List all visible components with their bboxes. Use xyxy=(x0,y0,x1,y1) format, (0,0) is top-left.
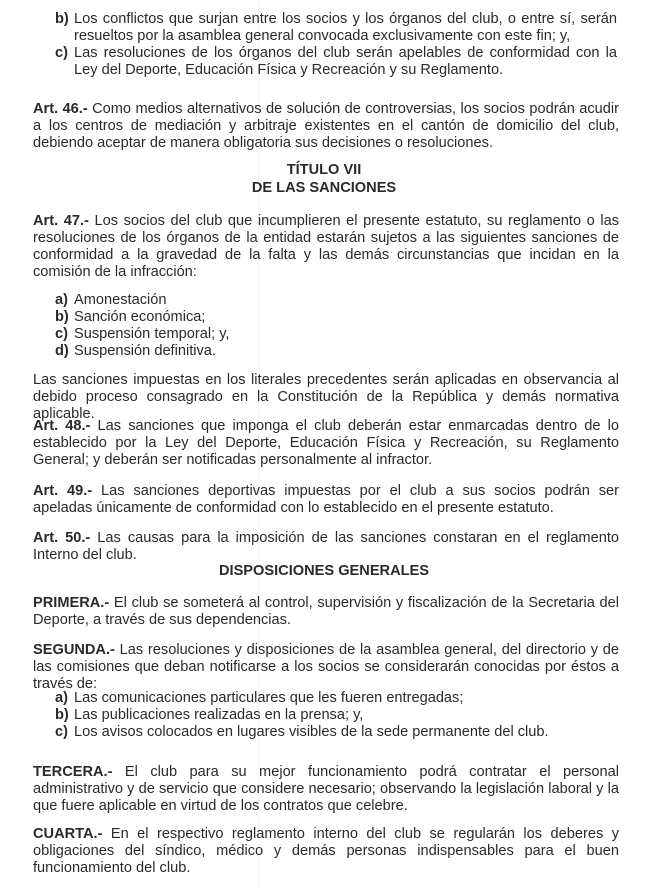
article-label: Art. 48.- xyxy=(33,418,91,434)
list-item xyxy=(55,343,617,360)
article-text: Como medios alternativos de solución de controversias, los socios podrán acudir a los centros de mediación y arbitraje existentes en el cantón de domicilio del club, debiendo aceptar de manera obligatoria sus decisiones o resoluciones. xyxy=(33,101,619,151)
article-50 xyxy=(33,530,619,564)
list-item xyxy=(55,11,617,45)
list-item xyxy=(55,724,617,741)
list-marker: c) xyxy=(55,45,68,61)
article-label: Art. 47.- xyxy=(33,213,89,229)
provision-text: Las resoluciones y disposiciones de la asamblea general, del directorio y de las comisiones que deban notificarse a los socios se considerarán conocidas por éstos a través de: xyxy=(33,642,619,692)
article-label: Art. 50.- xyxy=(33,530,91,546)
top-item-list xyxy=(55,11,617,79)
list-item xyxy=(55,292,617,309)
article-label: Art. 49.- xyxy=(33,483,93,499)
article-49 xyxy=(33,483,619,517)
list-text: Sanción económica; xyxy=(74,309,206,325)
general-provisions-heading: DISPOSICIONES GENERALES xyxy=(218,563,430,579)
list-marker: a) xyxy=(55,690,68,706)
list-text: Las comunicaciones particulares que les fueren entregadas; xyxy=(74,690,464,706)
list-marker: c) xyxy=(55,724,68,740)
article-label: Art. 46.- xyxy=(33,101,88,117)
title-subheading: DE LAS SANCIONES xyxy=(251,180,397,196)
list-item xyxy=(55,707,617,724)
provision-text: El club se someterá al control, supervisión y fiscalización de la Secretaria del Deporte, a través de sus dependencias. xyxy=(33,595,619,628)
sanctions-list xyxy=(55,292,617,360)
list-marker: a) xyxy=(55,292,68,308)
provision-tercera xyxy=(33,764,619,815)
list-item xyxy=(55,45,617,79)
list-item xyxy=(55,690,617,707)
sanctions-note: Las sanciones impuestas en los literales precedentes serán aplicadas en observancia al debido proceso consagrado en la Constitución de la República y demás normativa aplicable. xyxy=(33,372,619,422)
list-marker: c) xyxy=(55,326,68,342)
list-marker: d) xyxy=(55,343,69,359)
list-item xyxy=(55,326,617,343)
provision-label: SEGUNDA.- xyxy=(33,642,115,658)
list-item xyxy=(55,309,617,326)
list-text: Los conflictos que surjan entre los socios y los órganos del club, o entre sí, serán resueltos por la asamblea general convocada exclusivamente con este fin; y, xyxy=(74,11,617,44)
notification-list xyxy=(55,690,617,741)
list-text: Suspensión temporal; y, xyxy=(74,326,230,342)
list-text: Las resoluciones de los órganos del club serán apelables de conformidad con la Ley del Deporte, Educación Física y Recreación y su Reglamento. xyxy=(74,45,617,78)
list-text: Los avisos colocados en lugares visibles de la sede permanente del club. xyxy=(74,724,549,740)
title-heading: TÍTULO VII xyxy=(286,162,362,178)
list-text: Suspensión definitiva. xyxy=(74,343,216,359)
list-text: Amonestación xyxy=(74,292,167,308)
article-48 xyxy=(33,418,619,469)
article-text: Las sanciones que imponga el club deberán estar enmarcadas dentro de lo establecido por la Ley del Deporte, Educación Física y Recreación, su Reglamento General; y deberán ser notificadas personalmente al infractor. xyxy=(33,418,619,468)
list-marker: b) xyxy=(55,309,69,325)
provision-label: PRIMERA.- xyxy=(33,595,110,611)
article-text: Las causas para la imposición de las sanciones constaran en el reglamento Interno del club. xyxy=(33,530,619,563)
article-text: Los socios del club que incumplieren el presente estatuto, su reglamento o las resoluciones de los órganos de la entidad estarán sujetos a las siguientes sanciones de conformidad a la gravedad de la falta y las demás circunstancias que incidan en la comisión de la infracción: xyxy=(33,213,619,280)
article-47 xyxy=(33,213,619,281)
article-46 xyxy=(33,101,619,152)
list-text: Las publicaciones realizadas en la prensa; y, xyxy=(74,707,364,723)
provision-label: CUARTA.- xyxy=(33,826,103,842)
provision-text: El club para su mejor funcionamiento podrá contratar el personal administrativo y de servicio que considere necesario; observando la legislación laboral y la que fuere aplicable en virtud de los contratos que celebre. xyxy=(33,764,619,814)
provision-text: En el respectivo reglamento interno del club se regularán los deberes y obligaciones del síndico, médico y demás personas indispensables para el buen funcionamiento del club. xyxy=(33,826,619,876)
provision-cuarta xyxy=(33,826,619,877)
article-text: Las sanciones deportivas impuestas por el club a sus socios podrán ser apeladas únicamente de conformidad con lo establecido en el presente estatuto. xyxy=(33,483,619,516)
list-marker: b) xyxy=(55,707,69,723)
provision-segunda xyxy=(33,642,619,693)
provision-label: TERCERA.- xyxy=(33,764,113,780)
list-marker: b) xyxy=(55,11,69,27)
provision-primera xyxy=(33,595,619,629)
